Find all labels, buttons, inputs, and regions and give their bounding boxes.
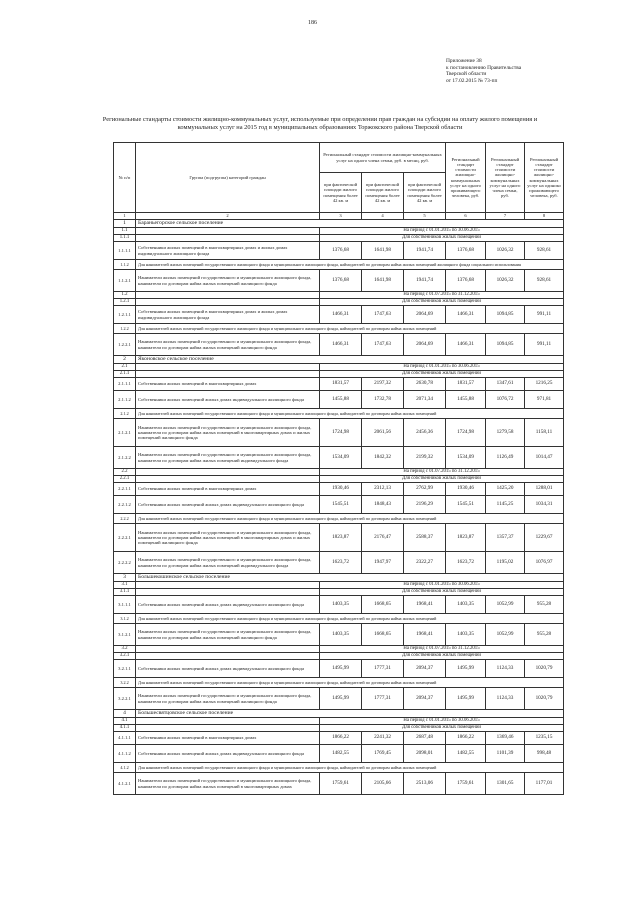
row-label: Собственники жилых помещений жилых домах индивидуального жилищного фонда xyxy=(136,596,320,614)
row-number: 1.2.2 xyxy=(114,324,136,334)
value-cell: 1466,31 xyxy=(446,334,486,356)
period-row xyxy=(114,371,564,378)
appendix-line: от 17.02.2015 № 73-пп xyxy=(446,77,498,84)
value-cell: 1747,63 xyxy=(362,334,404,356)
row-number: 1.2.2.1 xyxy=(114,334,136,356)
row-label: Собственники жилых помещений в многоквартирных домах xyxy=(136,732,320,745)
value-cell: 1158,11 xyxy=(525,419,564,447)
value-cell: 1376,68 xyxy=(320,242,362,260)
row-label: Для нанимателей жилых помещений государственного жилищного фонда и муниципального жилищного фонда, наймодателей по договорам найма жилых помещений жилищного фонда социального использования xyxy=(136,260,564,270)
row-number: 3.2.2.1 xyxy=(114,688,136,710)
empty-cell xyxy=(136,476,320,483)
period-row xyxy=(114,653,564,660)
row-number: 1.2 xyxy=(114,292,136,299)
value-cell: 1026,32 xyxy=(486,242,525,260)
value-cell: 1941,74 xyxy=(404,242,446,260)
empty-cell xyxy=(136,371,320,378)
value-cell: 1732,78 xyxy=(362,391,404,409)
period-row xyxy=(114,292,564,299)
value-cell: 971,81 xyxy=(525,391,564,409)
row-number: 2.1 xyxy=(114,364,136,371)
value-cell: 1534,09 xyxy=(446,447,486,469)
appendix-block xyxy=(446,58,521,84)
row-label: Для нанимателей жилых помещений государственного жилищного фонда и муниципального жилищного фонда, наймодателей по договорам найма жилых помещений xyxy=(136,409,564,419)
value-cell: 2176,47 xyxy=(362,524,404,552)
value-cell: 1026,32 xyxy=(486,270,525,292)
value-cell: 1094,85 xyxy=(486,334,525,356)
row-number: 2.2.1.2 xyxy=(114,496,136,514)
row-number: 4.1.2.1 xyxy=(114,773,136,795)
period-row xyxy=(114,228,564,235)
row-label: Большесвятцовское сельское поселение xyxy=(136,710,564,718)
row-label: Наниматели жилых помещений государственного и муниципального жилищного фонда, наниматели по договорам найма жилых помещений индивидуального фонда xyxy=(136,447,320,469)
value-cell: 1866,22 xyxy=(446,732,486,745)
value-cell: 1279,58 xyxy=(486,419,525,447)
value-cell: 1403,35 xyxy=(446,624,486,646)
row-number: 1 xyxy=(114,220,136,228)
value-cell: 2322,27 xyxy=(404,552,446,574)
table-row xyxy=(114,524,564,552)
value-cell: 928,61 xyxy=(525,242,564,260)
value-cell: 1403,35 xyxy=(446,596,486,614)
row-number: 1.2.1 xyxy=(114,299,136,306)
value-cell: 1941,74 xyxy=(404,270,446,292)
row-label: Для нанимателей жилых помещений государственного жилищного фонда и муниципального жилищного фонда, наймодателей по договорам найма жилых помещений xyxy=(136,678,564,688)
value-cell: 1020,79 xyxy=(525,660,564,678)
table-row xyxy=(114,688,564,710)
section-row xyxy=(114,220,564,228)
row-number: 3.1.1 xyxy=(114,589,136,596)
value-cell: 1545,51 xyxy=(446,496,486,514)
header-num: № п/п xyxy=(114,143,136,213)
row-label: Для нанимателей жилых помещений государственного жилищного фонда и муниципального жилищного фонда, наймодателей по договорам найма жилых помещений xyxy=(136,324,564,334)
value-cell: 2105,66 xyxy=(362,773,404,795)
value-cell: 1034,31 xyxy=(525,496,564,514)
period-row xyxy=(114,299,564,306)
row-label: Наниматели жилых помещений государственного и муниципального жилищного фонда, наниматели по договорам найма жилых помещений в многоквартирных домах и жилых помещений жилищного фонда xyxy=(136,419,320,447)
value-cell: 1968,41 xyxy=(404,624,446,646)
empty-cell xyxy=(136,725,320,732)
value-cell: 2630,78 xyxy=(404,378,446,391)
value-cell: 2071,34 xyxy=(404,391,446,409)
row-number: 4.1.1.1 xyxy=(114,732,136,745)
header-sub-b: при фактической площади жилого помещения более 42 кв. м xyxy=(362,173,404,213)
value-cell: 1777,31 xyxy=(362,660,404,678)
empty-cell xyxy=(136,469,320,476)
value-cell: 1376,68 xyxy=(320,270,362,292)
value-cell: 1495,99 xyxy=(446,660,486,678)
row-number: 2.1.2 xyxy=(114,409,136,419)
row-label: Наниматели жилых помещений государственного и муниципального жилищного фонда, наниматели по договорам найма жилых помещений в многоквартирных домах xyxy=(136,773,320,795)
value-cell: 1724,98 xyxy=(320,419,362,447)
row-label: Собственники жилых помещений в многоквартирных домах и жилых домах индивидуального жилищного фонда xyxy=(136,242,320,260)
value-cell: 1076,72 xyxy=(486,391,525,409)
colnum: 2 xyxy=(136,213,320,220)
column-number-row xyxy=(114,213,564,220)
value-cell: 1623,72 xyxy=(446,552,486,574)
empty-cell xyxy=(136,292,320,299)
value-cell: 1403,35 xyxy=(320,596,362,614)
row-number: 2.2.2 xyxy=(114,514,136,524)
value-cell: 1823,87 xyxy=(446,524,486,552)
colnum: 3 xyxy=(320,213,362,220)
row-number: 3 xyxy=(114,574,136,582)
value-cell: 1455,88 xyxy=(446,391,486,409)
table-row xyxy=(114,745,564,763)
row-number: 3.1 xyxy=(114,582,136,589)
empty-cell xyxy=(136,653,320,660)
value-cell: 1769,45 xyxy=(362,745,404,763)
value-cell: 1020,79 xyxy=(525,688,564,710)
appendix-line: Приложение 38 xyxy=(446,58,482,64)
row-number: 2.1.2.1 xyxy=(114,419,136,447)
row-number: 2.2.2.1 xyxy=(114,524,136,552)
period-row xyxy=(114,235,564,242)
row-label: Для нанимателей жилых помещений государственного жилищного фонда и муниципального жилищного фонда, наймодателей по договорам найма жилых помещений xyxy=(136,763,564,773)
value-cell: 1052,99 xyxy=(486,624,525,646)
value-cell: 1831,57 xyxy=(320,378,362,391)
row-number: 1.1.2 xyxy=(114,260,136,270)
header-row-top xyxy=(114,143,564,173)
table-row xyxy=(114,419,564,447)
value-cell: 1376,68 xyxy=(446,270,486,292)
row-label: На период с 01.01.2015 по 30.06.2015 xyxy=(320,718,564,725)
value-cell: 1376,68 xyxy=(446,242,486,260)
value-cell: 1747,63 xyxy=(362,306,404,324)
row-label: Собственники жилых помещений в многоквартирных домах xyxy=(136,378,320,391)
table-row xyxy=(114,270,564,292)
row-label: На период с 01.01.2015 по 30.06.2015 xyxy=(320,582,564,589)
section-row xyxy=(114,574,564,582)
row-label: Для собственников жилых помещений xyxy=(320,476,564,483)
header-sub-c: при фактической площади жилого помещения более 42 кв. м xyxy=(404,173,446,213)
value-cell: 2061,56 xyxy=(362,419,404,447)
empty-cell xyxy=(136,589,320,596)
value-cell: 1831,57 xyxy=(446,378,486,391)
row-number: 2.2 xyxy=(114,469,136,476)
row-number: 1.2.1.1 xyxy=(114,306,136,324)
value-cell: 1403,35 xyxy=(320,624,362,646)
value-cell: 1495,99 xyxy=(446,688,486,710)
value-cell: 1466,31 xyxy=(320,334,362,356)
row-number: 3.2.1.1 xyxy=(114,660,136,678)
value-cell: 2064,69 xyxy=(404,334,446,356)
row-number: 1.1.2.1 xyxy=(114,270,136,292)
value-cell: 1369,46 xyxy=(486,732,525,745)
row-label: Собственники жилых помещений жилых домах индивидуального жилищного фонда xyxy=(136,391,320,409)
row-label: Собственники жилых помещений жилых домах индивидуального жилищного фонда xyxy=(136,660,320,678)
value-cell: 1823,87 xyxy=(320,524,362,552)
value-cell: 1930,46 xyxy=(446,483,486,496)
row-label: Наниматели жилых помещений государственного и муниципального жилищного фонда, наниматели по договорам найма жилых помещений жилищного фонда xyxy=(136,624,320,646)
value-cell: 1495,99 xyxy=(320,660,362,678)
value-cell: 1759,61 xyxy=(320,773,362,795)
row-label: Для нанимателей жилых помещений государственного жилищного фонда и муниципального жилищного фонда, наймодателей по договорам найма жилых помещений xyxy=(136,514,564,524)
table-row xyxy=(114,391,564,409)
value-cell: 2588,37 xyxy=(404,524,446,552)
value-cell: 1177,01 xyxy=(525,773,564,795)
table-row xyxy=(114,552,564,574)
row-label: Для собственников жилых помещений xyxy=(320,299,564,306)
value-cell: 1235,15 xyxy=(525,732,564,745)
value-cell: 2197,32 xyxy=(362,378,404,391)
value-cell: 1534,09 xyxy=(320,447,362,469)
table-row xyxy=(114,378,564,391)
period-row xyxy=(114,469,564,476)
header-sub-a: при фактической площади жилого помещения более 42 кв. м xyxy=(320,173,362,213)
value-cell: 1545,51 xyxy=(320,496,362,514)
row-label: На период с 01.07.2015 по 31.12.2015 xyxy=(320,469,564,476)
empty-cell xyxy=(136,718,320,725)
appendix-line: к постановлению Правительства xyxy=(446,64,522,71)
value-cell: 1482,55 xyxy=(320,745,362,763)
table-row xyxy=(114,596,564,614)
colnum: 7 xyxy=(486,213,525,220)
section-row xyxy=(114,710,564,718)
table-row xyxy=(114,773,564,795)
value-cell: 1668,65 xyxy=(362,596,404,614)
value-cell: 1495,99 xyxy=(320,688,362,710)
category-row xyxy=(114,678,564,688)
value-cell: 1759,61 xyxy=(446,773,486,795)
row-number: 3.2 xyxy=(114,646,136,653)
empty-cell xyxy=(136,646,320,653)
row-number: 3.2.1 xyxy=(114,653,136,660)
category-row xyxy=(114,324,564,334)
value-cell: 1641,98 xyxy=(362,242,404,260)
page-number: 186 xyxy=(308,20,317,26)
row-label: Собственники жилых помещений жилых домах индивидуального жилищного фонда xyxy=(136,745,320,763)
row-label: Для собственников жилых помещений xyxy=(320,589,564,596)
row-label: Бараньегорское сельское поселение xyxy=(136,220,564,228)
value-cell: 1094,85 xyxy=(486,306,525,324)
value-cell: 1357,37 xyxy=(486,524,525,552)
empty-cell xyxy=(136,582,320,589)
row-number: 2.2.1.1 xyxy=(114,483,136,496)
standards-table xyxy=(113,142,564,795)
row-label: Наниматели жилых помещений государственного и муниципального жилищного фонда, наниматели по договорам найма жилых помещений жилищного фонда xyxy=(136,334,320,356)
value-cell: 2094,37 xyxy=(404,660,446,678)
value-cell: 1145,25 xyxy=(486,496,525,514)
row-number: 4 xyxy=(114,710,136,718)
row-label: Собственники жилых помещений в многоквартирных домах и жилых домах индивидуального жилищного фонда xyxy=(136,306,320,324)
table-row xyxy=(114,496,564,514)
row-number: 1.1.1 xyxy=(114,235,136,242)
row-label: Для собственников жилых помещений xyxy=(320,725,564,732)
row-number: 4.1 xyxy=(114,718,136,725)
row-label: Наниматели жилых помещений государственного и муниципального жилищного фонда, наниматели по договорам найма жилых помещений в многоквартирных домах и жилых помещений жилищного фонда xyxy=(136,524,320,552)
value-cell: 1848,43 xyxy=(362,496,404,514)
value-cell: 1455,88 xyxy=(320,391,362,409)
value-cell: 2064,69 xyxy=(404,306,446,324)
table-row xyxy=(114,306,564,324)
value-cell: 1301,65 xyxy=(486,773,525,795)
row-number: 3.1.2.1 xyxy=(114,624,136,646)
value-cell: 928,61 xyxy=(525,270,564,292)
row-label: Наниматели жилых помещений государственного и муниципального жилищного фонда, наниматели по договорам найма жилых помещений индивидуального фонда xyxy=(136,552,320,574)
colnum: 4 xyxy=(362,213,404,220)
value-cell: 2513,06 xyxy=(404,773,446,795)
value-cell: 2241,32 xyxy=(362,732,404,745)
row-label: Для собственников жилых помещений xyxy=(320,235,564,242)
row-label: На период с 01.07.2015 по 31.12.2015 xyxy=(320,646,564,653)
value-cell: 991,11 xyxy=(525,306,564,324)
value-cell: 2687,48 xyxy=(404,732,446,745)
value-cell: 2094,37 xyxy=(404,688,446,710)
row-number: 2.1.2.2 xyxy=(114,447,136,469)
category-row xyxy=(114,763,564,773)
value-cell: 1076,97 xyxy=(525,552,564,574)
value-cell: 955,28 xyxy=(525,596,564,614)
row-label: Наниматели жилых помещений государственного и муниципального жилищного фонда, наниматели по договорам найма жилых помещений жилищного фонда xyxy=(136,688,320,710)
value-cell: 1866,22 xyxy=(320,732,362,745)
value-cell: 2762,99 xyxy=(404,483,446,496)
table-row xyxy=(114,334,564,356)
table-row xyxy=(114,447,564,469)
value-cell: 1641,98 xyxy=(362,270,404,292)
row-label: На период с 01.01.2015 по 30.06.2015 xyxy=(320,364,564,371)
table-row xyxy=(114,624,564,646)
row-number: 2.2.1 xyxy=(114,476,136,483)
row-label: Яконовское сельское поселение xyxy=(136,356,564,364)
header-col7: Региональный стандарт стоимости жилищно-коммунальных услуг на одного члена семьи, руб. xyxy=(486,143,525,213)
row-label: На период с 01.07.2015 по 31.12.2015 xyxy=(320,292,564,299)
value-cell: 1623,72 xyxy=(320,552,362,574)
header-col6: Региональный стандарт стоимости жилищно-коммунальных услуг на одного проживающего человека, руб. xyxy=(446,143,486,213)
category-row xyxy=(114,514,564,524)
row-number: 4.1.1.2 xyxy=(114,745,136,763)
colnum: 6 xyxy=(446,213,486,220)
header-group-top: Региональный стандарт стоимости жилищно-коммунальных услуг на одного члена семьи, руб. в месяц, руб. xyxy=(320,143,446,173)
period-row xyxy=(114,364,564,371)
value-cell: 1195,02 xyxy=(486,552,525,574)
table-row xyxy=(114,242,564,260)
value-cell: 998,48 xyxy=(525,745,564,763)
table-row xyxy=(114,732,564,745)
row-number: 3.2.2 xyxy=(114,678,136,688)
value-cell: 1101,39 xyxy=(486,745,525,763)
row-number: 4.1.1 xyxy=(114,725,136,732)
value-cell: 2456,36 xyxy=(404,419,446,447)
period-row xyxy=(114,589,564,596)
colnum: 8 xyxy=(525,213,564,220)
row-number: 2.1.1 xyxy=(114,371,136,378)
row-label: Для собственников жилых помещений xyxy=(320,653,564,660)
value-cell: 1052,99 xyxy=(486,596,525,614)
header-col8: Региональный стандарт стоимости жилищно-коммунальных услуг на одиноко проживающего человека, руб. xyxy=(525,143,564,213)
value-cell: 1947,97 xyxy=(362,552,404,574)
value-cell: 1968,41 xyxy=(404,596,446,614)
row-label: Собственники жилых помещений жилых домах индивидуального жилищного фонда xyxy=(136,496,320,514)
value-cell: 1724,98 xyxy=(446,419,486,447)
category-row xyxy=(114,260,564,270)
value-cell: 1466,31 xyxy=(320,306,362,324)
section-row xyxy=(114,356,564,364)
period-row xyxy=(114,646,564,653)
empty-cell xyxy=(136,228,320,235)
table-row xyxy=(114,483,564,496)
period-row xyxy=(114,718,564,725)
period-row xyxy=(114,476,564,483)
row-number: 4.1.2 xyxy=(114,763,136,773)
value-cell: 1482,55 xyxy=(446,745,486,763)
row-number: 2.1.1.1 xyxy=(114,378,136,391)
value-cell: 991,11 xyxy=(525,334,564,356)
value-cell: 1124,33 xyxy=(486,688,525,710)
period-row xyxy=(114,582,564,589)
category-row xyxy=(114,409,564,419)
value-cell: 1124,33 xyxy=(486,660,525,678)
value-cell: 1466,31 xyxy=(446,306,486,324)
value-cell: 1930,46 xyxy=(320,483,362,496)
value-cell: 2098,01 xyxy=(404,745,446,763)
value-cell: 1347,61 xyxy=(486,378,525,391)
value-cell: 1777,31 xyxy=(362,688,404,710)
row-number: 2.2.2.2 xyxy=(114,552,136,574)
row-number: 3.1.1.1 xyxy=(114,596,136,614)
empty-cell xyxy=(136,364,320,371)
value-cell: 1288,01 xyxy=(525,483,564,496)
colnum: 5 xyxy=(404,213,446,220)
row-label: На период с 01.01.2015 по 30.06.2015 xyxy=(320,228,564,235)
row-number: 2.1.1.2 xyxy=(114,391,136,409)
row-number: 1.1 xyxy=(114,228,136,235)
row-label: Собственники жилых помещений в многоквартирных домах xyxy=(136,483,320,496)
empty-cell xyxy=(136,235,320,242)
empty-cell xyxy=(136,299,320,306)
value-cell: 1216,25 xyxy=(525,378,564,391)
document-title: Региональные стандарты стоимости жилищно-коммунальных услуг, используемые при определении прав граждан на субсидии на оплату жилого помещения и коммунальных услуг на 2015 год в муниципальных образованиях Торжокского района Тверской области xyxy=(102,116,538,131)
row-label: Для собственников жилых помещений xyxy=(320,371,564,378)
value-cell: 1229,67 xyxy=(525,524,564,552)
row-number: 2 xyxy=(114,356,136,364)
category-row xyxy=(114,614,564,624)
row-label: Для нанимателей жилых помещений государственного жилищного фонда и муниципального жилищного фонда, наймодателей по договорам найма жилых помещений xyxy=(136,614,564,624)
value-cell: 1842,32 xyxy=(362,447,404,469)
value-cell: 2312,13 xyxy=(362,483,404,496)
colnum: 1 xyxy=(114,213,136,220)
row-label: Наниматели жилых помещений государственного и муниципального жилищного фонда, наниматели по договорам найма жилых помещений жилищного фонда xyxy=(136,270,320,292)
row-number: 3.1.2 xyxy=(114,614,136,624)
period-row xyxy=(114,725,564,732)
row-label: Большекошинское сельское поселение xyxy=(136,574,564,582)
table-row xyxy=(114,660,564,678)
appendix-line: Тверской области xyxy=(446,71,487,78)
value-cell: 2199,32 xyxy=(404,447,446,469)
value-cell: 1668,65 xyxy=(362,624,404,646)
value-cell: 1014,47 xyxy=(525,447,564,469)
value-cell: 955,28 xyxy=(525,624,564,646)
value-cell: 1425,20 xyxy=(486,483,525,496)
row-number: 1.1.1.1 xyxy=(114,242,136,260)
header-group: Группа (подгруппа) категорий граждан xyxy=(136,143,320,213)
value-cell: 2196,29 xyxy=(404,496,446,514)
value-cell: 1126,49 xyxy=(486,447,525,469)
